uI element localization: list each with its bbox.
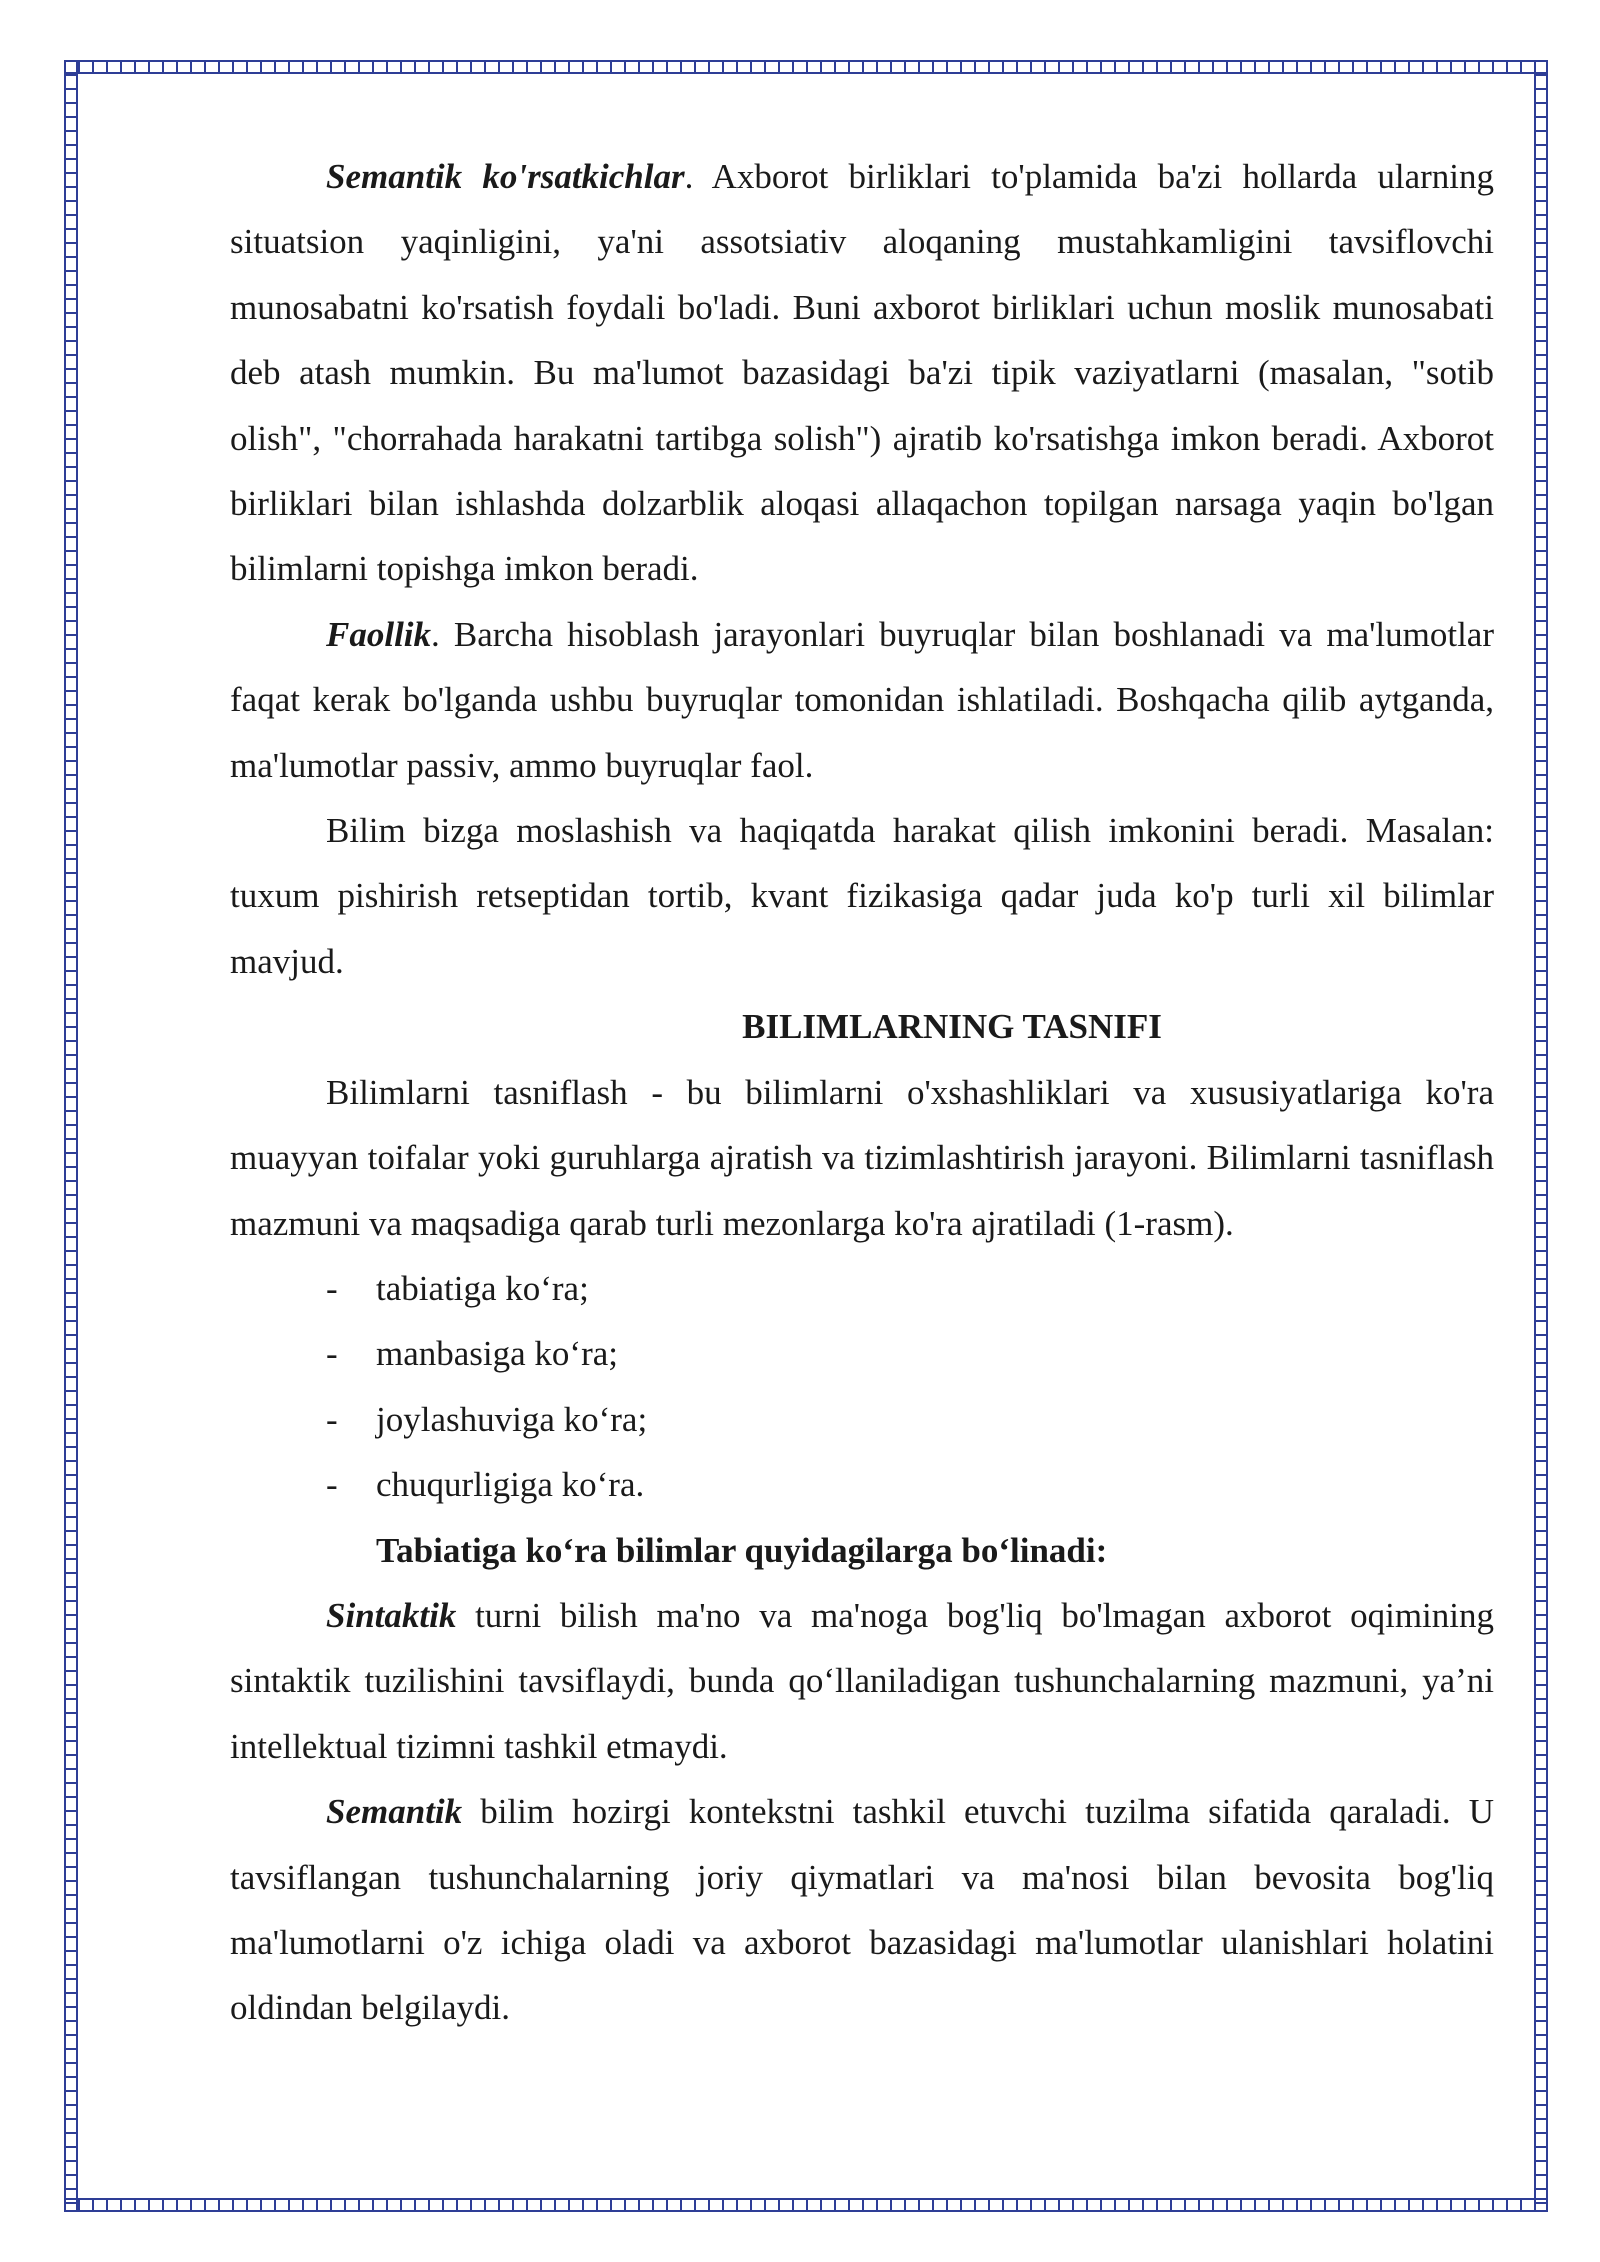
- paragraph-semantic-indicators: [230, 144, 1494, 602]
- list-dash: -: [326, 1465, 338, 1505]
- list-item: [230, 1256, 1494, 1321]
- list-item-text: tabiatiga ko‘ra;: [376, 1268, 589, 1308]
- paragraph-text: turni bilish ma'no va ma'noga bog'liq bo'lmagan axborot oqimining sintaktik tuzilishini tavsiflaydi, bunda qo‘llaniladigan tushunchalarning mazmuni, ya’ni intellektual tizimni tashkil etmaydi.: [230, 1595, 1494, 1766]
- list-dash: -: [326, 1399, 338, 1439]
- list-dash: -: [326, 1334, 338, 1374]
- list-item-text: chuqurligiga ko‘ra.: [376, 1465, 645, 1505]
- document-body: [230, 144, 1494, 2041]
- list-item: [230, 1452, 1494, 1517]
- paragraph-knowledge: [230, 798, 1494, 994]
- term-semantic-indicators: Semantik ko'rsatkichlar: [326, 157, 685, 196]
- paragraph-semantic: [230, 1779, 1494, 2041]
- paragraph-text: . Axborot birliklari to'plamida ba'zi hollarda ularning situatsion yaqinligini, ya'ni assotsiativ aloqaning mustahkamligini tavsiflovchi munosabatni ko'rsatish foydali bo'ladi. Buni axborot birliklari uchun moslik munosabati deb atash mumkin. Bu ma'lumot bazasidagi ba'zi tipik vaziyatlarni (masalan, "sotib olish", "chorrahada harakatni tartibga solish") ajratib ko'rsatishga imkon beradi. Axborot birliklari bilan ishlashda dolzarblik aloqasi allaqachon topilgan narsaga yaqin bo'lgan bilimlarni topishga imkon beradi.: [230, 157, 1494, 589]
- section-heading: BILIMLARNING TASNIFI: [742, 1007, 1162, 1047]
- page-border-bottom: [64, 2198, 1548, 2212]
- page-border-top: [64, 60, 1548, 74]
- paragraph-syntactic: [230, 1583, 1494, 1779]
- paragraph-text: . Barcha hisoblash jarayonlari buyruqlar bilan boshlanadi va ma'lumotlar faqat kerak bo'lganda ushbu buyruqlar tomonidan ishlatiladi. Boshqacha qilib aytganda, ma'lumotlar passiv, ammo buyruqlar faol.: [230, 614, 1494, 785]
- term-semantic: Semantik: [326, 1792, 463, 1832]
- subsection-heading: Tabiatiga ko‘ra bilimlar quyidagilarga bo‘linadi:: [376, 1530, 1108, 1570]
- paragraph-text: Bilim bizga moslashish va haqiqatda harakat qilish imkonini beradi. Masalan: tuxum pishirish retseptidan tortib, kvant fizikasiga qadar juda ko'p turli xil bilimlar mavjud.: [230, 811, 1494, 981]
- list-item-text: joylashuviga ko‘ra;: [376, 1399, 648, 1439]
- list-item-text: manbasiga ko‘ra;: [376, 1334, 618, 1374]
- paragraph-activity: [230, 602, 1494, 798]
- list-dash: -: [326, 1268, 338, 1308]
- paragraph-text: Bilimlarni tasniflash - bu bilimlarni o'xshashliklari va xususiyatlariga ko'ra muayyan toifalar yoki guruhlarga ajratish va tizimlashtirish jarayoni. Bilimlarni tasniflash mazmuni va maqsadiga qarab turli mezonlarga ko'ra ajratiladi (1-rasm).: [230, 1072, 1494, 1243]
- paragraph-classification: [230, 1060, 1494, 1256]
- paragraph-text: bilim hozirgi kontekstni tashkil etuvchi tuzilma sifatida qaraladi. U tavsiflangan tushunchalarning joriy qiymatlari va ma'nosi bilan bevosita bog'liq ma'lumotlarni o'z ichiga oladi va axborot bazasidagi ma'lumotlar ulanishlari holatini oldindan belgilaydi.: [230, 1792, 1494, 2028]
- list-item: [230, 1387, 1494, 1452]
- page-border-left: [64, 60, 78, 2212]
- criteria-list: [230, 1256, 1494, 1518]
- page-border-right: [1534, 60, 1548, 2212]
- list-item: [230, 1321, 1494, 1386]
- term-activity: Faollik: [326, 614, 432, 654]
- term-syntactic: Sintaktik: [326, 1595, 457, 1635]
